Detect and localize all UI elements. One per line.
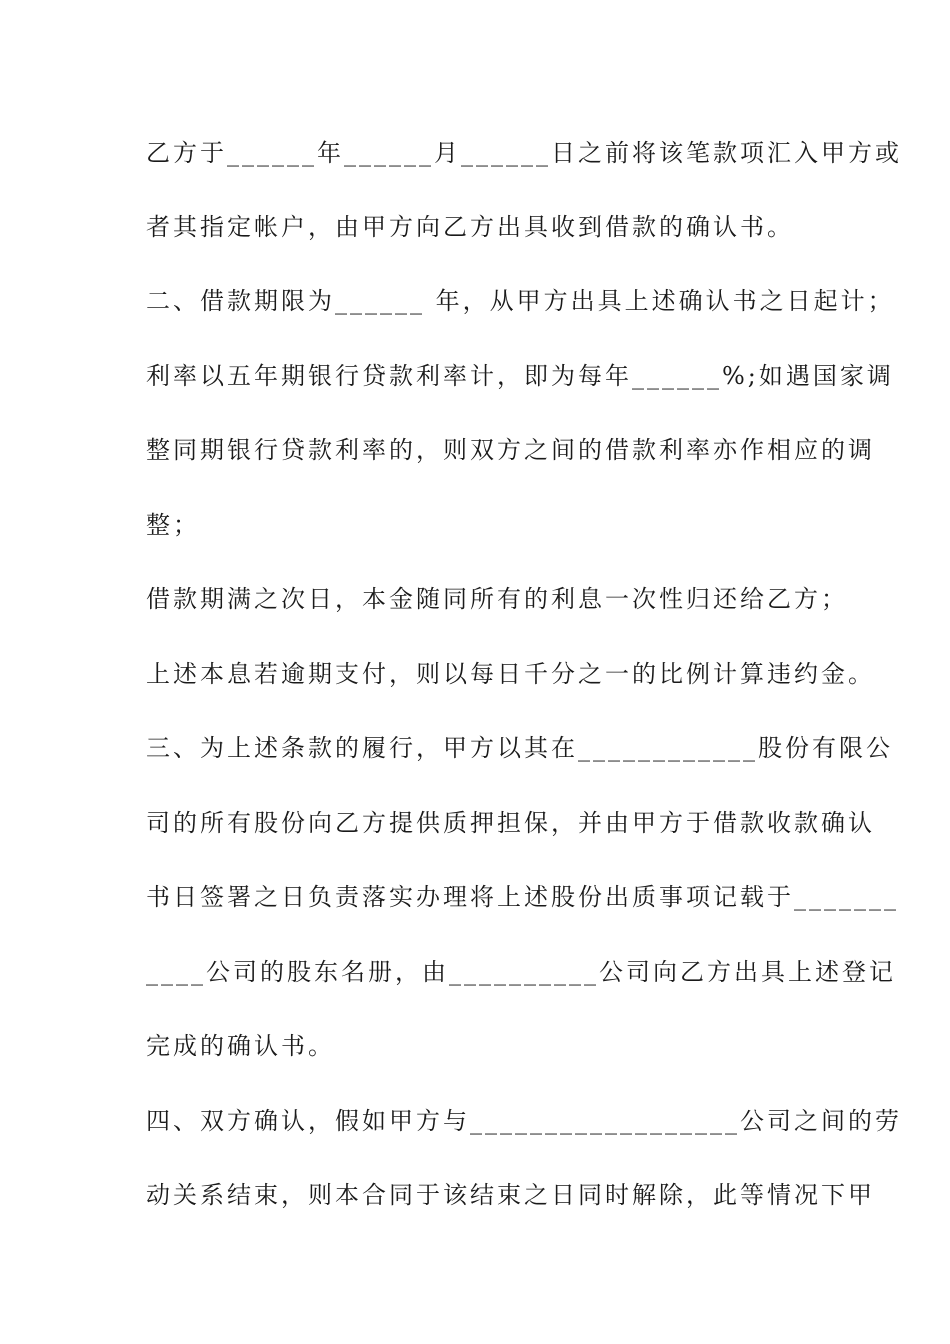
text-line: 司的所有股份向乙方提供质押担保，并由甲方于借款收款确认: [146, 809, 875, 837]
text-line: ____公司的股东名册，由__________公司向乙方出具上述登记: [146, 958, 896, 986]
text-line: 动关系结束，则本合同于该结束之日同时解除，此等情况下甲: [146, 1181, 875, 1209]
text-line: 乙方于______年______月______日之前将该笔款项汇入甲方或: [146, 139, 902, 167]
text-line: 借款期满之次日，本金随同所有的利息一次性归还给乙方；: [146, 585, 848, 613]
text-line: 书日签署之日负责落实办理将上述股份出质事项记载于_______: [146, 883, 899, 911]
text-line: 利率以五年期银行贷款利率计，即为每年______%;如遇国家调: [146, 362, 894, 390]
text-line: 上述本息若逾期支付，则以每日千分之一的比例计算违约金。: [146, 660, 875, 688]
text-line: 者其指定帐户，由甲方向乙方出具收到借款的确认书。: [146, 213, 794, 241]
text-line: 四、双方确认，假如甲方与__________________公司之间的劳: [146, 1107, 902, 1135]
text-line: 二、借款期限为______ 年，从甲方出具上述确认书之日起计；: [146, 287, 895, 315]
text-line: 整同期银行贷款利率的，则双方之间的借款利率亦作相应的调: [146, 436, 875, 464]
text-line: 三、为上述条款的履行，甲方以其在____________股份有限公: [146, 734, 893, 762]
text-line: 整；: [146, 511, 200, 539]
text-line: 完成的确认书。: [146, 1032, 335, 1060]
